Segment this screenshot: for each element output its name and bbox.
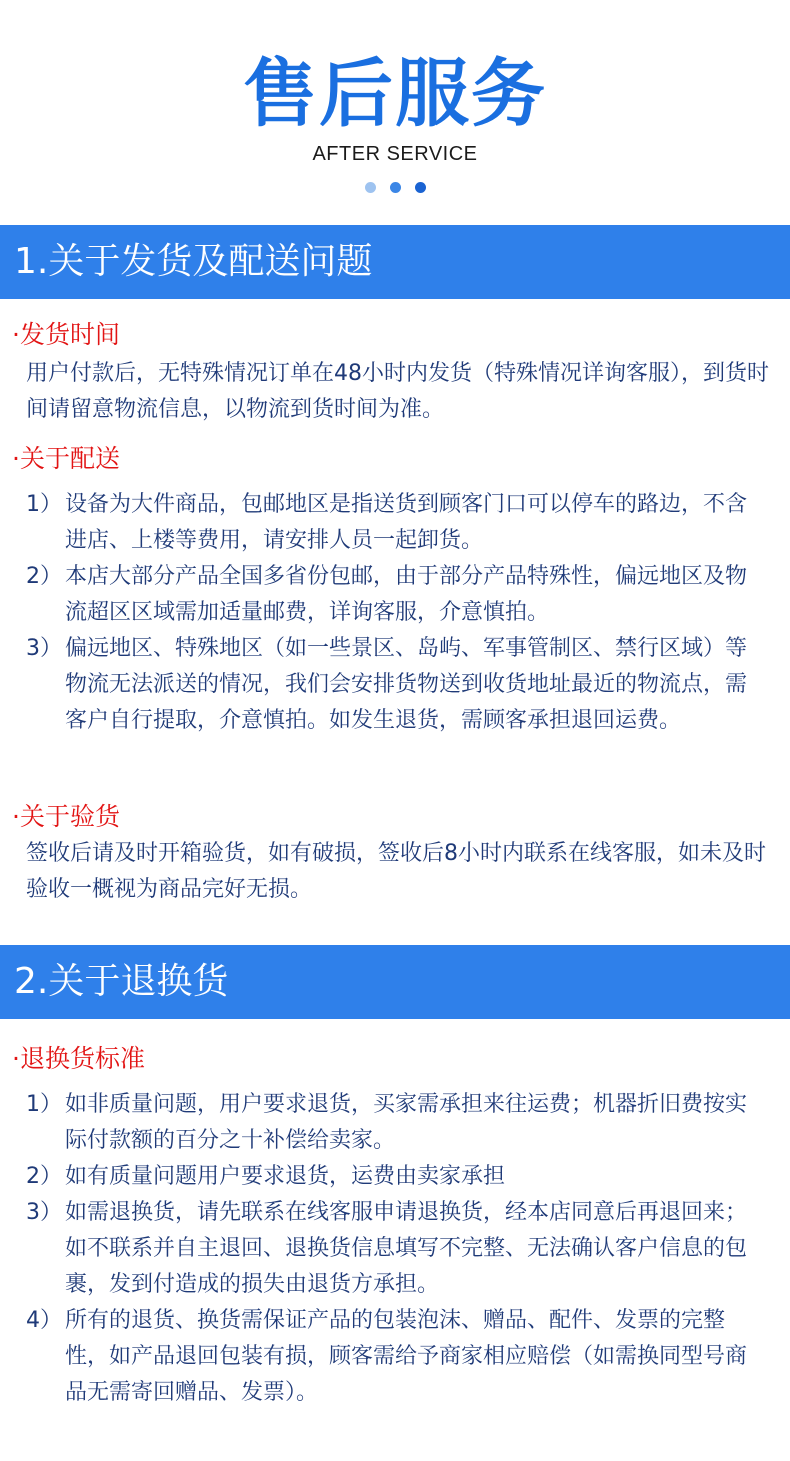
list-item — [26, 559, 766, 631]
list-item-text: 所有的退货、换货需保证产品的包装泡沫、赠品、配件、发票的完整性，如产品退回包装有损，顾客需给予商家相应赔偿（如需换同型号商品无需寄回赠品、发票）。 — [65, 1308, 748, 1405]
list-item-number: 2） — [26, 564, 62, 589]
list-item — [26, 1195, 766, 1303]
list-item-text: 如需退换货，请先联系在线客服申请退换货，经本店同意后再退回来；如不联系并自主退回、退换货信息填写不完整、无法确认客户信息的包裹，发到付造成的损失由退货方承担。 — [65, 1200, 748, 1297]
list-item-text: 如非质量问题，用户要求退货，买家需承担来往运费；机器折旧费按实际付款额的百分之十补偿给卖家。 — [65, 1092, 748, 1153]
list-item — [26, 487, 766, 559]
subheading-delivery: ·关于配送 — [12, 444, 120, 473]
list-item-text: 如有质量问题用户要求退货，运费由卖家承担 — [65, 1164, 506, 1189]
list-item-number: 3） — [26, 1200, 62, 1225]
section-heading-shipping: 1.关于发货及配送问题 — [0, 225, 790, 299]
list-item-text: 设备为大件商品，包邮地区是指送货到顾客门口可以停车的路边，不含进店、上楼等费用，请安排人员一起卸货。 — [65, 492, 748, 553]
list-item — [26, 1303, 766, 1411]
dot-icon — [365, 182, 376, 193]
inspection-text: 签收后请及时开箱验货，如有破损，签收后8小时内联系在线客服，如未及时验收一概视为商品完好无损。 — [26, 841, 766, 902]
list-item-number: 3） — [26, 636, 62, 661]
list-item-text: 本店大部分产品全国多省份包邮，由于部分产品特殊性，偏远地区及物流超区区域需加适量邮费，详询客服，介意慎拍。 — [65, 564, 748, 625]
list-item-number: 1） — [26, 1092, 62, 1117]
page-header — [0, 0, 790, 225]
list-item-number: 4） — [26, 1308, 62, 1333]
page-subtitle: AFTER SERVICE — [312, 143, 478, 165]
list-item-number: 2） — [26, 1164, 62, 1189]
page-title: 售后服务 — [243, 51, 547, 137]
shipping-time-text: 用户付款后，无特殊情况订单在48小时内发货（特殊情况详询客服），到货时间请留意物流信息，以物流到货时间为准。 — [26, 361, 769, 422]
list-item-text: 偏远地区、特殊地区（如一些景区、岛屿、军事管制区、禁行区域）等物流无法派送的情况，我们会安排货物送到收货地址最近的物流点，需客户自行提取，介意慎拍。如发生退货，需顾客承担退回运费。 — [65, 636, 748, 733]
list-item — [26, 1159, 766, 1195]
dot-icon — [390, 182, 401, 193]
section-heading-returns: 2.关于退换货 — [0, 945, 790, 1019]
list-item — [26, 631, 766, 739]
subheading-shipping-time: ·发货时间 — [12, 320, 120, 349]
dot-icon — [415, 182, 426, 193]
subheading-inspection: ·关于验货 — [12, 802, 120, 831]
list-item-number: 1） — [26, 492, 62, 517]
decorative-dots — [0, 177, 790, 196]
list-item — [26, 1087, 766, 1159]
subheading-return-standard: ·退换货标准 — [12, 1044, 145, 1073]
